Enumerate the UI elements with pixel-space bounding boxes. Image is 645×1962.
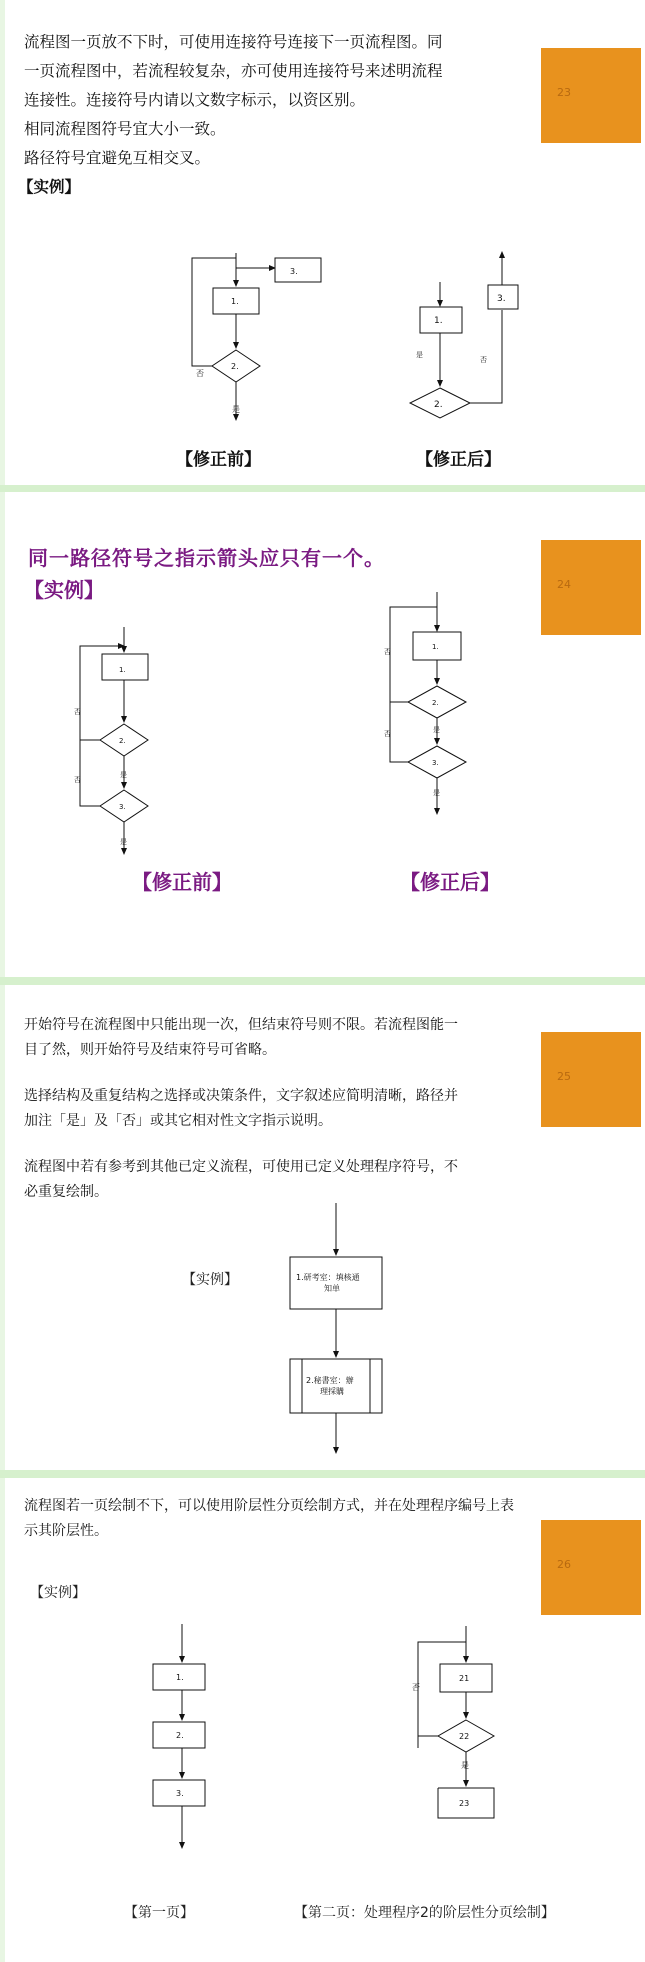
diamond-label: 3. [119,803,126,811]
flowchart-after [390,592,466,812]
box-label: 3. [290,267,298,276]
box-label: 1. [432,643,439,651]
box-label: 1. [231,297,239,306]
yes-label: 是 [433,789,440,797]
no-label: 否 [74,776,81,784]
slide-title: 同一路径符号之指示箭头应只有一个。 [28,546,385,570]
process-label: 理採購 [320,1387,344,1396]
caption-after: 【修正后】 [416,450,501,470]
box-label: 3. [497,294,506,304]
text-line: 必重复绘制。 [24,1184,108,1200]
process-box [290,1257,382,1309]
slide-number: 23 [557,86,571,99]
caption-page1: 【第一页】 [124,1905,194,1921]
yes-label: 是 [461,1761,469,1770]
text-line: 连接性。连接符号内请以文数字标示，以资区别。 [24,91,366,109]
no-label: 否 [74,708,81,716]
text-line: 加注「是」及「否」或其它相对性文字指示说明。 [24,1113,332,1129]
predefined-process-box [290,1359,382,1413]
text-line: 流程图中若有参考到其他已定义流程，可使用已定义处理程序符号，不 [24,1159,458,1175]
caption-after: 【修正后】 [400,870,500,894]
diamond-label: 2. [119,737,126,745]
caption-before: 【修正前】 [132,870,232,894]
diamond-label: 2. [434,400,443,410]
diamond-label: 3. [432,759,439,767]
example-label: 【实例】 [18,178,81,196]
process-label: 1.研考室：填核通 [296,1273,360,1282]
slide-26 [0,1478,645,1962]
yes-label: 是 [120,838,127,846]
example-label: 【实例】 [182,1272,238,1288]
box-label: 1. [434,316,443,326]
text-line: 流程图若一页绘制不下，可以使用阶层性分页绘制方式，并在处理程序编号上表 [24,1498,514,1514]
diamond-label: 2. [231,362,239,371]
text-line: 开始符号在流程图中只能出现一次，但结束符号则不限。若流程图能一 [24,1017,458,1033]
diamond-label: 2. [432,699,439,707]
box-label: 1. [176,1673,184,1682]
example-label: 【实例】 [30,1585,86,1601]
caption-before: 【修正前】 [176,450,261,470]
slide-23 [0,0,645,485]
process-label: 2.秘書室：辦 [306,1376,354,1385]
box-label: 21 [459,1674,470,1683]
no-label: 否 [384,730,391,738]
slide-number: 24 [557,578,571,591]
flowchart-after [410,254,518,418]
no-label: 否 [384,648,391,656]
no-label: 否 [480,356,487,364]
text-line: 相同流程图符号宜大小一致。 [24,120,226,138]
text-line: 流程图一页放不下时，可使用连接符号连接下一页流程图。同 [24,33,443,51]
text-line: 选择结构及重复结构之选择或决策条件，文字叙述应简明清晰，路径并 [24,1088,458,1104]
yes-label: 是 [433,726,440,734]
yes-label: 是 [120,771,127,779]
diamond-label: 22 [459,1732,470,1741]
flowchart-before [80,627,148,852]
box-label: 3. [176,1789,184,1798]
text-line: 路径符号宜避免互相交叉。 [24,149,211,167]
slide-24 [0,492,645,977]
yes-label: 是 [416,351,423,359]
slide-number: 26 [557,1558,571,1571]
flowchart-diagrams [0,0,645,485]
box-label: 2. [176,1731,184,1740]
no-label: 否 [412,1683,420,1692]
slide-25 [0,985,645,1470]
text-line: 目了然，则开始符号及结束符号可省略。 [24,1042,276,1058]
flowchart-predefined [0,985,645,1470]
slide-number: 25 [557,1070,571,1083]
flowchart-hierarchical [0,1478,645,1962]
box-label: 23 [459,1799,470,1808]
example-label: 【实例】 [24,578,104,602]
flowchart-page2 [418,1626,494,1818]
box-label: 1. [119,666,126,674]
text-line: 一页流程图中，若流程较复杂，亦可使用连接符号来述明流程 [24,62,443,80]
text-line: 示其阶层性。 [24,1523,108,1539]
flowchart-diagrams [0,492,645,977]
yes-label: 是 [232,405,240,414]
process-label: 知单 [324,1284,340,1293]
caption-page2: 【第二页：处理程序2的阶层性分页绘制】 [294,1905,555,1921]
flowchart-before [192,253,321,418]
no-label: 否 [196,369,204,378]
